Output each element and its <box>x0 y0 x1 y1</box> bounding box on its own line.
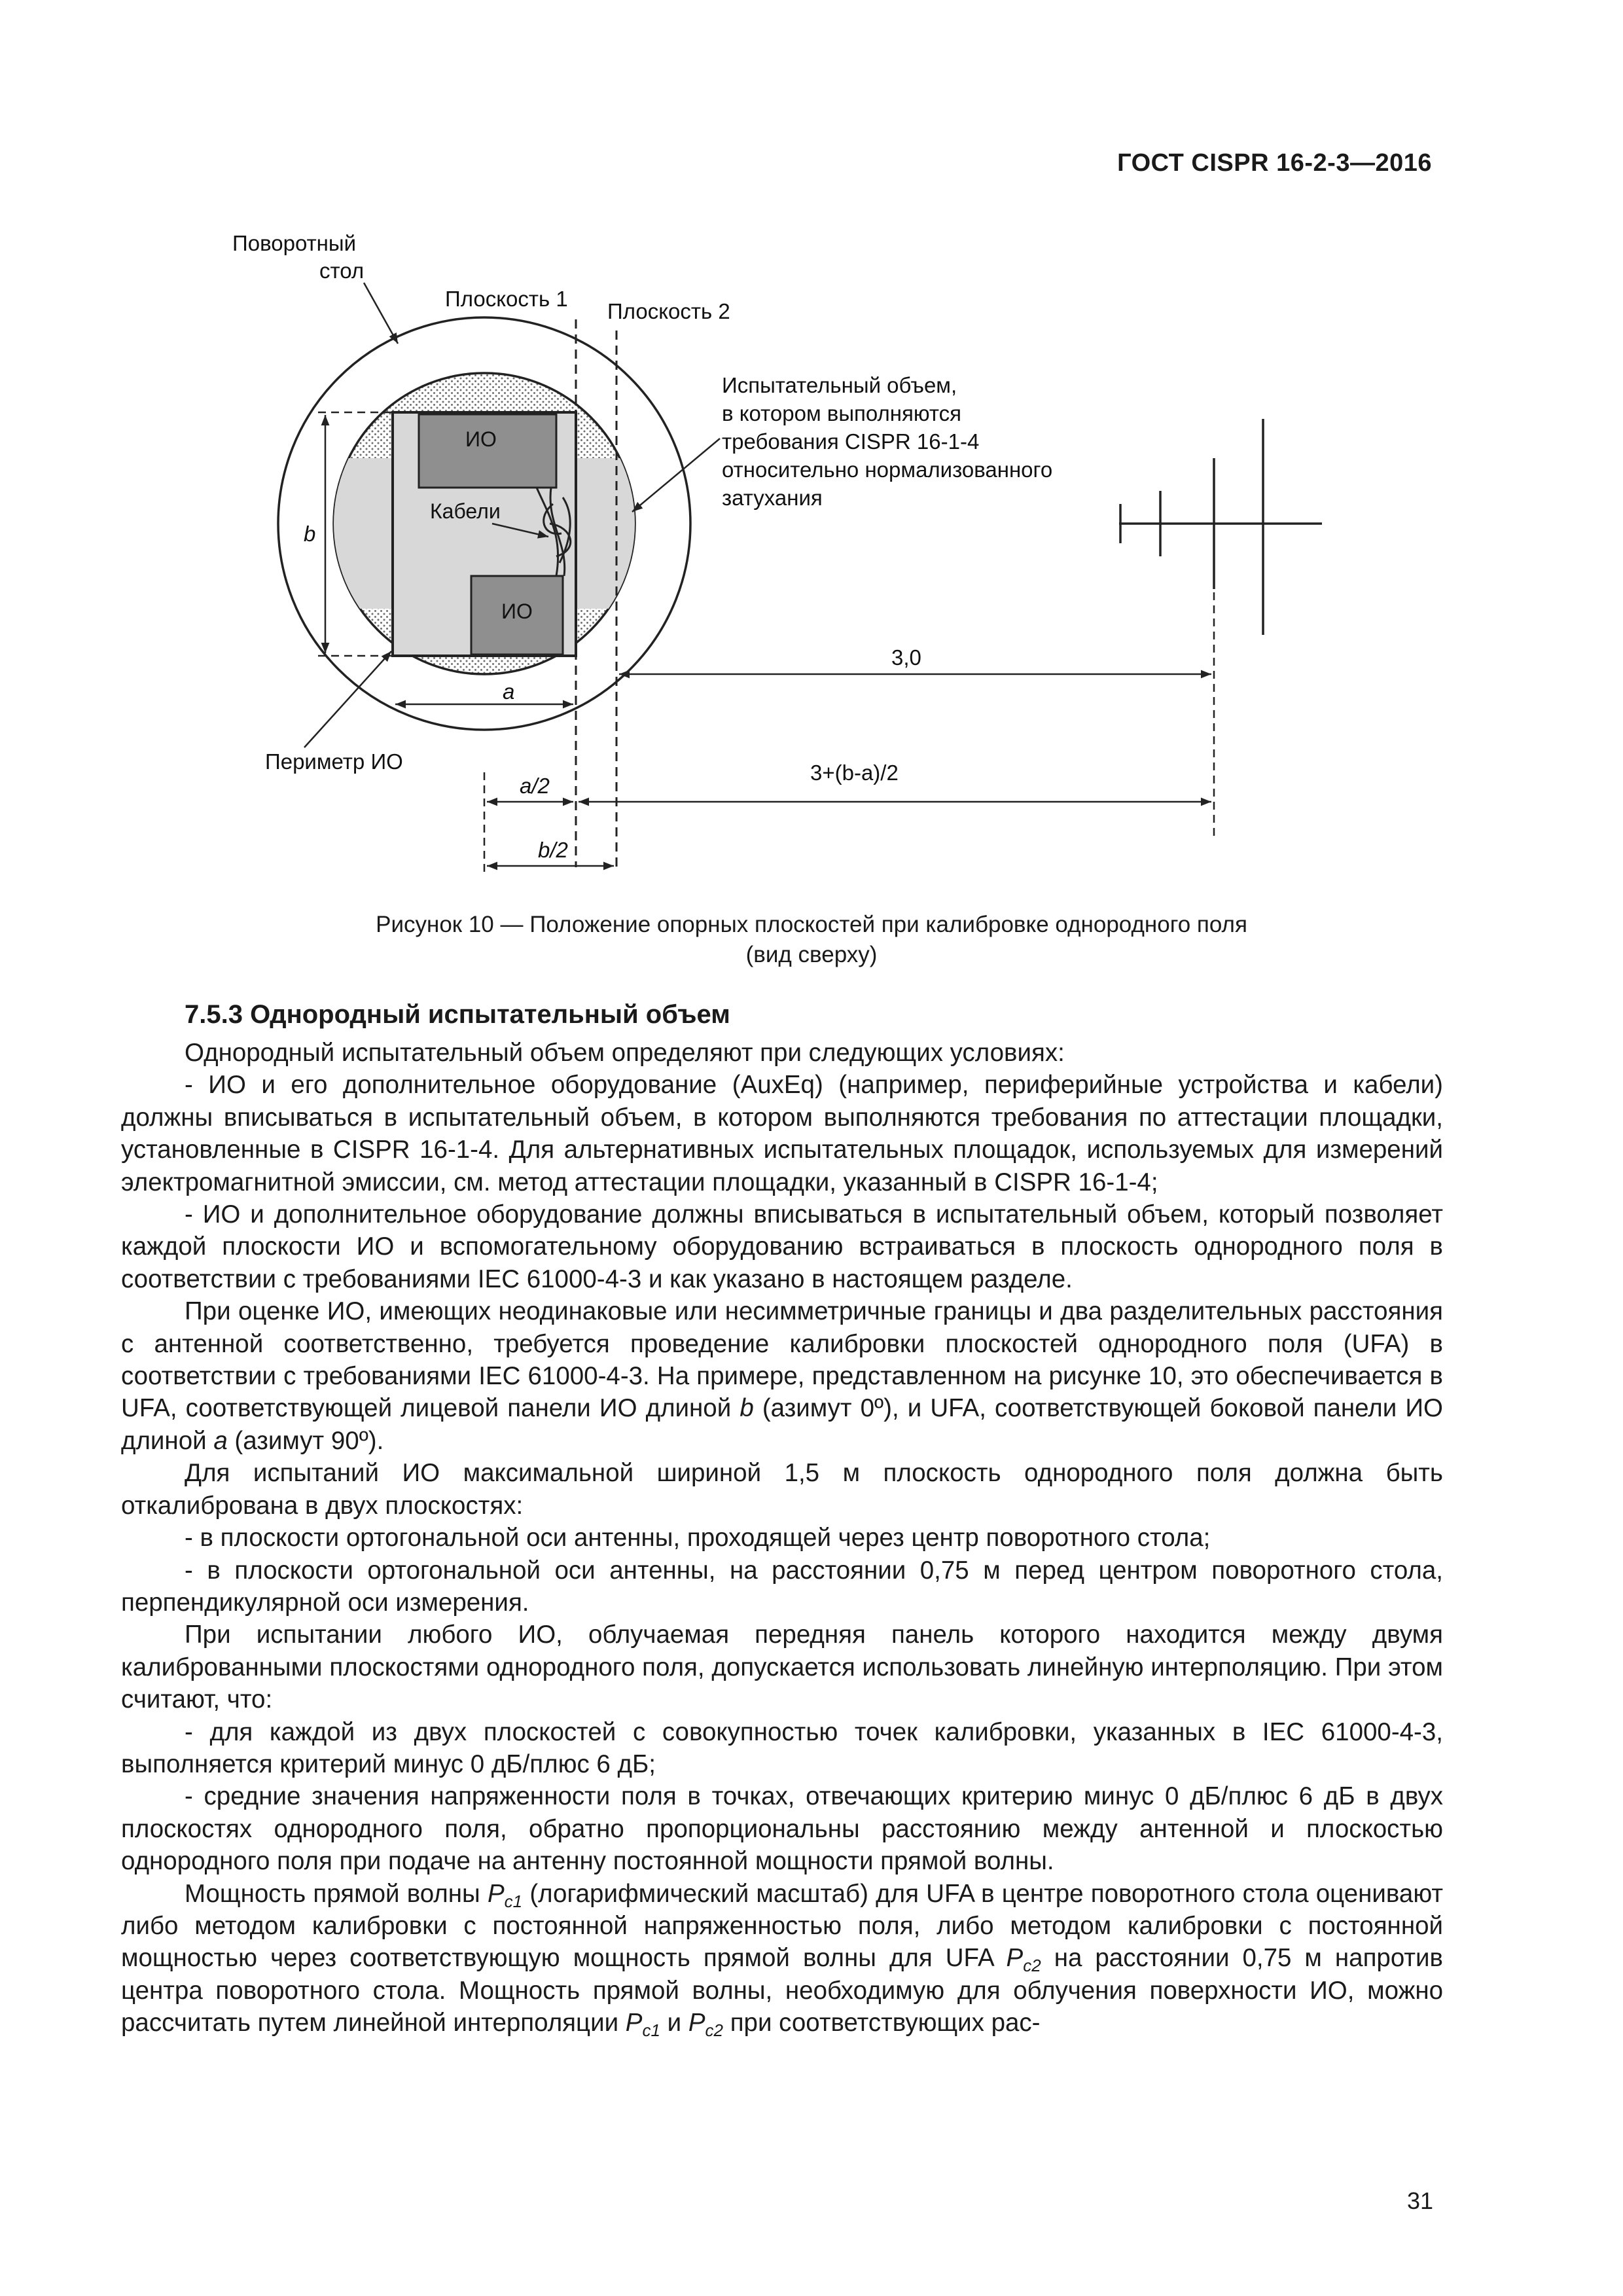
svg-text:затухания: затухания <box>722 486 823 510</box>
b-half-label: b/2 <box>538 838 568 862</box>
eut-bottom-label: ИО <box>501 600 533 623</box>
svg-text:требования CISPR 16-1-4: требования CISPR 16-1-4 <box>722 429 980 454</box>
figure-caption-2: (вид сверху) <box>745 942 878 967</box>
paragraph: - в плоскости ортогональной оси антенны, проходящей через центр поворотного стола; <box>185 1524 1211 1552</box>
svg-text:относительно нормализованного: относительно нормализованного <box>722 457 1053 482</box>
b-label: b <box>304 522 316 546</box>
turntable-label-2: стол <box>319 259 365 283</box>
paragraph: - для каждой из двух плоскостей с совокупностью точек калибровки, указанных в IEC 61000-4-3, выполняется критерий минус 0 дБ/плюс 6 дБ; <box>121 1717 1443 1778</box>
paragraph: Однородный испытательный объем определяют при следующих условиях: <box>185 1039 1065 1067</box>
plane-2-label: Плоскость 2 <box>607 299 730 323</box>
document-header: ГОСТ CISPR 16-2-3—2016 <box>1117 149 1432 177</box>
eut-top-label: ИО <box>465 427 497 451</box>
paragraph: Для испытаний ИО максимальной шириной 1,5 м плоскость однородного поля должна быть откалибрована в двух плоскостях: <box>121 1459 1443 1520</box>
section-title: 7.5.3 Однородный испытательный объем <box>185 1000 730 1029</box>
paragraph: - ИО и его дополнительное оборудование (AuxEq) (например, периферийные устройства и кабели) должны вписываться в испытательный объем, в котором выполняются требования по аттестации площадки, установленные в CISPR 16-1-4. Для альтернативных испытательных площадок, используемых для измерений электромагнитной эмиссии, см. метод аттестации площадки, указанный в CISPR 16-1-4; <box>121 1071 1443 1196</box>
turntable-label-1: Поворотный <box>232 231 357 255</box>
paragraph: - средние значения напряженности поля в точках, отвечающих критерию минус 0 дБ/плюс 6 дБ в двух плоскостях однородного поля, обратно пропорциональны расстоянию между антенной и плоскостью однородного поля при подаче на антенну постоянной мощности прямой волны. <box>121 1782 1443 1876</box>
a-half-label: a/2 <box>520 774 550 798</box>
body-text <box>121 1037 1443 2039</box>
svg-text:в котором выполняются: в котором выполняются <box>722 401 962 425</box>
turntable-pointer <box>364 283 398 344</box>
figure-10-diagram <box>0 0 1623 890</box>
svg-text:Испытательный объем,: Испытательный объем, <box>722 373 957 397</box>
paragraph: При оценке ИО, имеющих неодинаковые или несимметричные границы и два разделительных расстояния с антенной соответственно, требуется проведение калибровки плоскостей однородного поля (UFA) в соответствии с требованиями IEC 61000-4-3. На примере, представленном на рисунке 10, это обеспечивается в UFA, соответствующей лицевой панели ИО длиной b (азимут 0º), и UFA, соответствующей боковой панели ИО длиной a (азимут 90º). <box>121 1297 1443 1455</box>
antenna-drawing <box>1119 419 1322 635</box>
a-label: a <box>503 679 515 704</box>
test-volume-label <box>722 373 1052 510</box>
cables-label: Кабели <box>430 499 501 523</box>
figure-caption: Рисунок 10 — Положение опорных плоскостей при калибровке однородного поля <box>376 912 1247 937</box>
dist-3-label: 3,0 <box>891 645 921 670</box>
paragraph: - в плоскости ортогональной оси антенны, на расстоянии 0,75 м перед центром поворотного стола, перпендикулярной оси измерения. <box>121 1556 1443 1617</box>
eut-box-top <box>419 414 556 488</box>
plane-1-label: Плоскость 1 <box>445 287 568 311</box>
page-number: 31 <box>1406 2187 1433 2214</box>
perimeter-label: Периметр ИО <box>265 749 403 774</box>
formula-label: 3+(b-a)/2 <box>810 761 899 785</box>
paragraph: - ИО и дополнительное оборудование должны вписываться в испытательный объем, который позволяет каждой плоскости ИО и вспомогательному оборудованию встраиваться в плоскость однородного поля в соответствии с требованиями IEC 61000-4-3 и как указано в настоящем разделе. <box>121 1200 1443 1293</box>
paragraph: Мощность прямой волны $P_{c1}$ (логарифмический масштаб) для UFA в центре поворотного стола оценивают либо методом калибровки с постоянной напряженностью поля, либо методом калибровки с постоянной мощностью через соответствующую мощность прямой волны для UFA $P_{c2}$ на расстоянии 0,75 м напротив центра поворотного стола. Мощность прямой волны, необходимую для облучения поверхности ИО, можно рассчитать путем линейной интерполяции $P_{c1}$ и $P_{c2}$ при соответствующих рас- <box>121 1879 1444 2041</box>
paragraph: При испытании любого ИО, облучаемая передняя панель которого находится между двумя калиброванными плоскостями однородного поля, допускается использовать линейную интерполяцию. При этом считают, что: <box>121 1621 1443 1714</box>
